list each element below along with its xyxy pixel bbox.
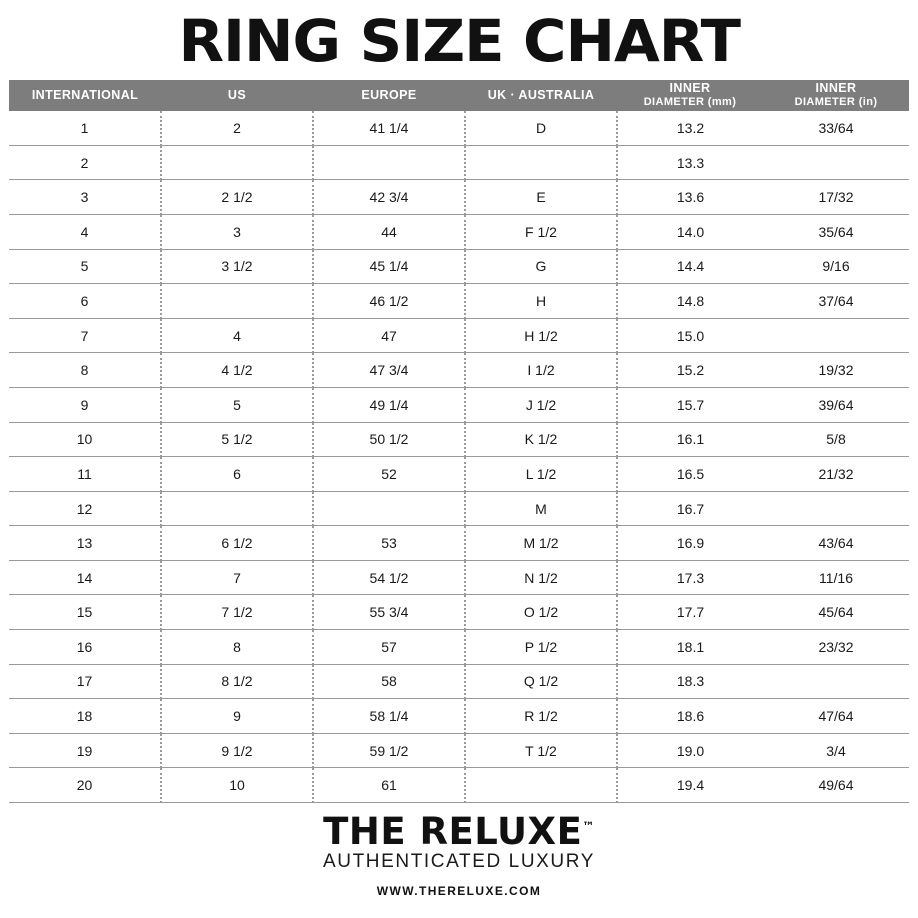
cell-inner-diameter-in: 9/16 xyxy=(763,249,909,284)
cell-inner-diameter-mm: 13.6 xyxy=(617,180,763,215)
cell-inner-diameter-in: 43/64 xyxy=(763,526,909,561)
cell-europe: 50 1/2 xyxy=(313,422,465,457)
cell-us: 8 xyxy=(161,630,313,665)
cell-inner-diameter-mm: 14.4 xyxy=(617,249,763,284)
cell-uk-australia: T 1/2 xyxy=(465,733,617,768)
column-header-inner-diameter-in: INNER DIAMETER (in) xyxy=(763,80,909,111)
table-header-row xyxy=(9,80,909,111)
cell-us: 5 1/2 xyxy=(161,422,313,457)
cell-inner-diameter-mm: 15.7 xyxy=(617,387,763,422)
cell-international: 18 xyxy=(9,699,161,734)
cell-international: 10 xyxy=(9,422,161,457)
cell-international: 20 xyxy=(9,768,161,803)
ring-size-table xyxy=(9,80,909,803)
cell-inner-diameter-in: 21/32 xyxy=(763,457,909,492)
cell-uk-australia: N 1/2 xyxy=(465,560,617,595)
footer xyxy=(0,810,918,899)
cell-inner-diameter-in xyxy=(763,145,909,180)
cell-europe: 61 xyxy=(313,768,465,803)
column-header-us: US xyxy=(161,80,313,111)
cell-inner-diameter-mm: 15.2 xyxy=(617,353,763,388)
cell-us: 3 1/2 xyxy=(161,249,313,284)
cell-inner-diameter-mm: 16.9 xyxy=(617,526,763,561)
cell-international: 9 xyxy=(9,387,161,422)
column-header-europe: EUROPE xyxy=(313,80,465,111)
cell-uk-australia: H 1/2 xyxy=(465,318,617,353)
cell-international: 5 xyxy=(9,249,161,284)
column-header-inner-diameter-mm: INNER DIAMETER (mm) xyxy=(617,80,763,111)
table-row xyxy=(9,422,909,457)
page-title: RING SIZE CHART xyxy=(178,7,740,75)
table-row xyxy=(9,145,909,180)
cell-uk-australia: R 1/2 xyxy=(465,699,617,734)
cell-international: 17 xyxy=(9,664,161,699)
cell-us: 4 1/2 xyxy=(161,353,313,388)
cell-europe: 47 xyxy=(313,318,465,353)
cell-europe: 57 xyxy=(313,630,465,665)
cell-international: 12 xyxy=(9,491,161,526)
cell-us: 5 xyxy=(161,387,313,422)
cell-uk-australia: P 1/2 xyxy=(465,630,617,665)
cell-us: 8 1/2 xyxy=(161,664,313,699)
column-header-international: INTERNATIONAL xyxy=(9,80,161,111)
cell-inner-diameter-mm: 17.7 xyxy=(617,595,763,630)
cell-uk-australia: G xyxy=(465,249,617,284)
cell-inner-diameter-in xyxy=(763,491,909,526)
cell-inner-diameter-in: 17/32 xyxy=(763,180,909,215)
cell-inner-diameter-in: 3/4 xyxy=(763,733,909,768)
cell-europe: 52 xyxy=(313,457,465,492)
table-row xyxy=(9,180,909,215)
cell-inner-diameter-in: 49/64 xyxy=(763,768,909,803)
cell-europe xyxy=(313,491,465,526)
cell-uk-australia: M xyxy=(465,491,617,526)
cell-us: 2 1/2 xyxy=(161,180,313,215)
cell-uk-australia: J 1/2 xyxy=(465,387,617,422)
cell-us: 7 1/2 xyxy=(161,595,313,630)
cell-international: 6 xyxy=(9,284,161,319)
table-row xyxy=(9,284,909,319)
cell-uk-australia: H xyxy=(465,284,617,319)
cell-international: 3 xyxy=(9,180,161,215)
cell-uk-australia: F 1/2 xyxy=(465,214,617,249)
cell-uk-australia xyxy=(465,768,617,803)
cell-uk-australia: Q 1/2 xyxy=(465,664,617,699)
table-row xyxy=(9,457,909,492)
cell-inner-diameter-in: 39/64 xyxy=(763,387,909,422)
cell-international: 15 xyxy=(9,595,161,630)
cell-international: 7 xyxy=(9,318,161,353)
cell-inner-diameter-mm: 13.2 xyxy=(617,111,763,146)
cell-international: 4 xyxy=(9,214,161,249)
table-row xyxy=(9,491,909,526)
cell-europe: 41 1/4 xyxy=(313,111,465,146)
cell-inner-diameter-mm: 16.5 xyxy=(617,457,763,492)
cell-inner-diameter-in: 11/16 xyxy=(763,560,909,595)
cell-inner-diameter-in xyxy=(763,318,909,353)
cell-us: 6 1/2 xyxy=(161,526,313,561)
cell-inner-diameter-mm: 17.3 xyxy=(617,560,763,595)
table-row xyxy=(9,249,909,284)
table-row xyxy=(9,214,909,249)
cell-us xyxy=(161,284,313,319)
table-row xyxy=(9,526,909,561)
cell-us: 3 xyxy=(161,214,313,249)
cell-europe: 58 1/4 xyxy=(313,699,465,734)
cell-us: 10 xyxy=(161,768,313,803)
cell-inner-diameter-mm: 16.1 xyxy=(617,422,763,457)
cell-inner-diameter-in: 35/64 xyxy=(763,214,909,249)
cell-inner-diameter-in: 37/64 xyxy=(763,284,909,319)
cell-europe: 53 xyxy=(313,526,465,561)
table-row xyxy=(9,353,909,388)
cell-inner-diameter-mm: 19.4 xyxy=(617,768,763,803)
cell-europe: 54 1/2 xyxy=(313,560,465,595)
cell-europe: 45 1/4 xyxy=(313,249,465,284)
cell-europe: 46 1/2 xyxy=(313,284,465,319)
cell-inner-diameter-mm: 14.0 xyxy=(617,214,763,249)
brand-tagline: AUTHENTICATED LUXURY xyxy=(323,851,595,873)
cell-us: 4 xyxy=(161,318,313,353)
cell-inner-diameter-in: 45/64 xyxy=(763,595,909,630)
cell-international: 16 xyxy=(9,630,161,665)
cell-us: 9 xyxy=(161,699,313,734)
column-header-uk-australia: UK · AUSTRALIA xyxy=(465,80,617,111)
cell-inner-diameter-mm: 18.3 xyxy=(617,664,763,699)
cell-us: 9 1/2 xyxy=(161,733,313,768)
brand-website: WWW.THERELUXE.COM xyxy=(376,884,542,899)
cell-international: 8 xyxy=(9,353,161,388)
cell-europe: 55 3/4 xyxy=(313,595,465,630)
cell-uk-australia: D xyxy=(465,111,617,146)
table-row xyxy=(9,111,909,146)
cell-inner-diameter-mm: 13.3 xyxy=(617,145,763,180)
table-row xyxy=(9,595,909,630)
cell-inner-diameter-mm: 19.0 xyxy=(617,733,763,768)
cell-us: 7 xyxy=(161,560,313,595)
cell-us: 6 xyxy=(161,457,313,492)
table-body xyxy=(9,111,909,803)
table-row xyxy=(9,733,909,768)
cell-uk-australia: I 1/2 xyxy=(465,353,617,388)
cell-inner-diameter-mm: 18.6 xyxy=(617,699,763,734)
cell-us: 2 xyxy=(161,111,313,146)
table-row xyxy=(9,768,909,803)
cell-europe xyxy=(313,145,465,180)
cell-inner-diameter-in: 19/32 xyxy=(763,353,909,388)
table-row xyxy=(9,664,909,699)
cell-uk-australia: K 1/2 xyxy=(465,422,617,457)
cell-uk-australia: O 1/2 xyxy=(465,595,617,630)
cell-inner-diameter-in: 33/64 xyxy=(763,111,909,146)
cell-europe: 59 1/2 xyxy=(313,733,465,768)
cell-uk-australia xyxy=(465,145,617,180)
cell-uk-australia: E xyxy=(465,180,617,215)
cell-international: 13 xyxy=(9,526,161,561)
trademark-symbol: ™ xyxy=(582,819,595,834)
cell-uk-australia: M 1/2 xyxy=(465,526,617,561)
table-row xyxy=(9,387,909,422)
table-row xyxy=(9,699,909,734)
cell-inner-diameter-mm: 15.0 xyxy=(617,318,763,353)
cell-europe: 42 3/4 xyxy=(313,180,465,215)
cell-uk-australia: L 1/2 xyxy=(465,457,617,492)
cell-international: 19 xyxy=(9,733,161,768)
cell-inner-diameter-in: 23/32 xyxy=(763,630,909,665)
cell-europe: 58 xyxy=(313,664,465,699)
cell-us xyxy=(161,145,313,180)
table-header xyxy=(9,80,909,111)
cell-us xyxy=(161,491,313,526)
table-row xyxy=(9,630,909,665)
brand-text: THE RELUXE xyxy=(323,810,583,854)
cell-inner-diameter-mm: 14.8 xyxy=(617,284,763,319)
cell-inner-diameter-in xyxy=(763,664,909,699)
cell-europe: 47 3/4 xyxy=(313,353,465,388)
cell-international: 1 xyxy=(9,111,161,146)
cell-europe: 44 xyxy=(313,214,465,249)
table-row xyxy=(9,318,909,353)
cell-international: 14 xyxy=(9,560,161,595)
cell-inner-diameter-mm: 18.1 xyxy=(617,630,763,665)
cell-international: 11 xyxy=(9,457,161,492)
cell-inner-diameter-in: 5/8 xyxy=(763,422,909,457)
cell-international: 2 xyxy=(9,145,161,180)
cell-inner-diameter-in: 47/64 xyxy=(763,699,909,734)
cell-europe: 49 1/4 xyxy=(313,387,465,422)
table-row xyxy=(9,560,909,595)
brand-name xyxy=(323,810,595,854)
cell-inner-diameter-mm: 16.7 xyxy=(617,491,763,526)
